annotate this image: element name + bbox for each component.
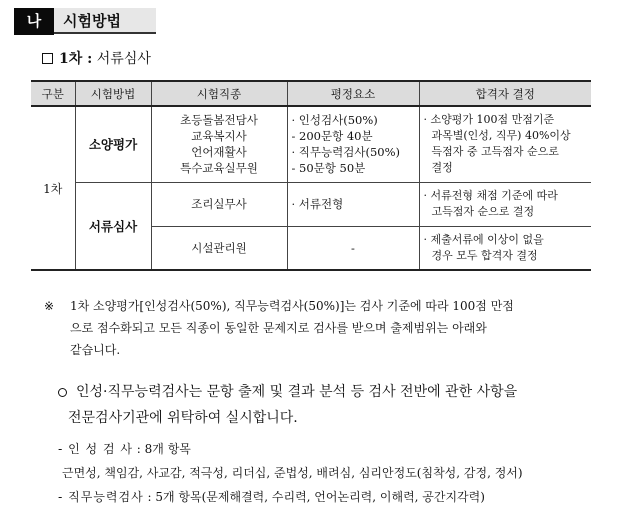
criteria-item: · 제출서류에 이상이 없을 <box>423 232 544 246</box>
ability-value: : 5개 항목(문제해결력, 수리력, 언어논리력, 이해력, 공간지각력) <box>147 490 485 504</box>
method-aptitude: 소양평가 <box>75 106 151 182</box>
subtitle <box>42 50 151 68</box>
header-category: 구분 <box>31 81 75 106</box>
job-item: 조리실무사 <box>191 197 247 211</box>
reference-mark-icon: ※ <box>44 299 55 313</box>
section-title: 시험방법 <box>54 8 156 34</box>
criteria-item: 경우 모두 합격자 결정 <box>431 248 538 262</box>
job-item: 특수교육실무원 <box>180 161 258 176</box>
elements-cell <box>287 106 419 182</box>
note-line: 같습니다. <box>70 343 121 357</box>
elements-cell <box>287 182 419 226</box>
criteria-cell <box>419 226 591 270</box>
element-item: · 서류전형 <box>291 197 344 211</box>
personality-label: - 인 성 검 사 <box>58 442 133 456</box>
table-header-row <box>31 81 591 106</box>
note-line: 으로 점수화되고 모든 직종이 동일한 문제지로 검사를 받으며 출제범위는 아래와 <box>70 321 487 335</box>
criteria-item: 고득점자 순으로 결정 <box>431 205 535 218</box>
element-item: · 인성검사(50%) <box>291 113 378 128</box>
circle-bullet-icon <box>58 388 67 397</box>
section-header <box>14 8 156 35</box>
jobs-cell <box>151 106 287 182</box>
paragraph-line: 인성·직무능력검사는 문항 출제 및 결과 분석 등 검사 전반에 관한 사항을 <box>76 384 518 400</box>
header-jobs: 시험직종 <box>151 81 287 106</box>
criteria-cell <box>419 106 591 182</box>
jobs-cell <box>151 226 287 270</box>
personality-item <box>58 440 191 458</box>
job-item: 초등돌봄전담사 <box>180 113 258 128</box>
ability-item <box>58 488 485 506</box>
element-item: - 200문항 40분 <box>291 129 373 144</box>
header-elements: 평정요소 <box>287 81 419 106</box>
personality-detail: 근면성, 책임감, 사교감, 적극성, 리더십, 준법성, 배려심, 심리안정도(침착성, 감정, 정서) <box>62 466 523 480</box>
exam-table <box>31 80 591 271</box>
table-row <box>31 182 591 226</box>
jobs-cell <box>151 182 287 226</box>
element-item: - 50문항 50분 <box>291 161 366 176</box>
note-line: 1차 소양평가[인성검사(50%), 직무능력검사(50%)]는 검사 기준에 따라 100점 만점 <box>70 299 514 313</box>
criteria-cell <box>419 182 591 226</box>
element-item: - <box>351 240 355 255</box>
personality-value: : 8개 항목 <box>136 442 191 456</box>
header-criteria: 합격자 결정 <box>419 81 591 106</box>
subtitle-number: 1차 : <box>59 51 93 67</box>
job-item: 시설관리원 <box>191 240 247 255</box>
paragraph-line: 전문검사기관에 위탁하여 실시합니다. <box>68 410 298 426</box>
element-item: · 직무능력검사(50%) <box>291 145 400 160</box>
criteria-item: · 소양평가 100점 만점기준 <box>423 113 555 127</box>
section-badge: 나 <box>14 8 54 35</box>
elements-cell <box>287 226 419 270</box>
table-row <box>31 106 591 182</box>
round-cell: 1차 <box>31 106 75 270</box>
method-document: 서류심사 <box>75 182 151 270</box>
criteria-item: 결정 <box>431 161 453 175</box>
criteria-item: 득점자 중 고득점자 순으로 <box>431 145 559 159</box>
job-item: 교육복지사 <box>191 129 247 144</box>
ability-label: - 직무능력검사 <box>58 490 144 504</box>
header-method: 시험방법 <box>75 81 151 106</box>
subtitle-text: 서류심사 <box>96 51 151 67</box>
job-item: 언어재활사 <box>191 145 247 160</box>
square-bullet-icon <box>42 53 53 64</box>
criteria-item: 과목별(인성, 직무) 40%이상 <box>431 129 571 143</box>
criteria-item: · 서류전형 채점 기준에 따라 <box>423 189 558 202</box>
